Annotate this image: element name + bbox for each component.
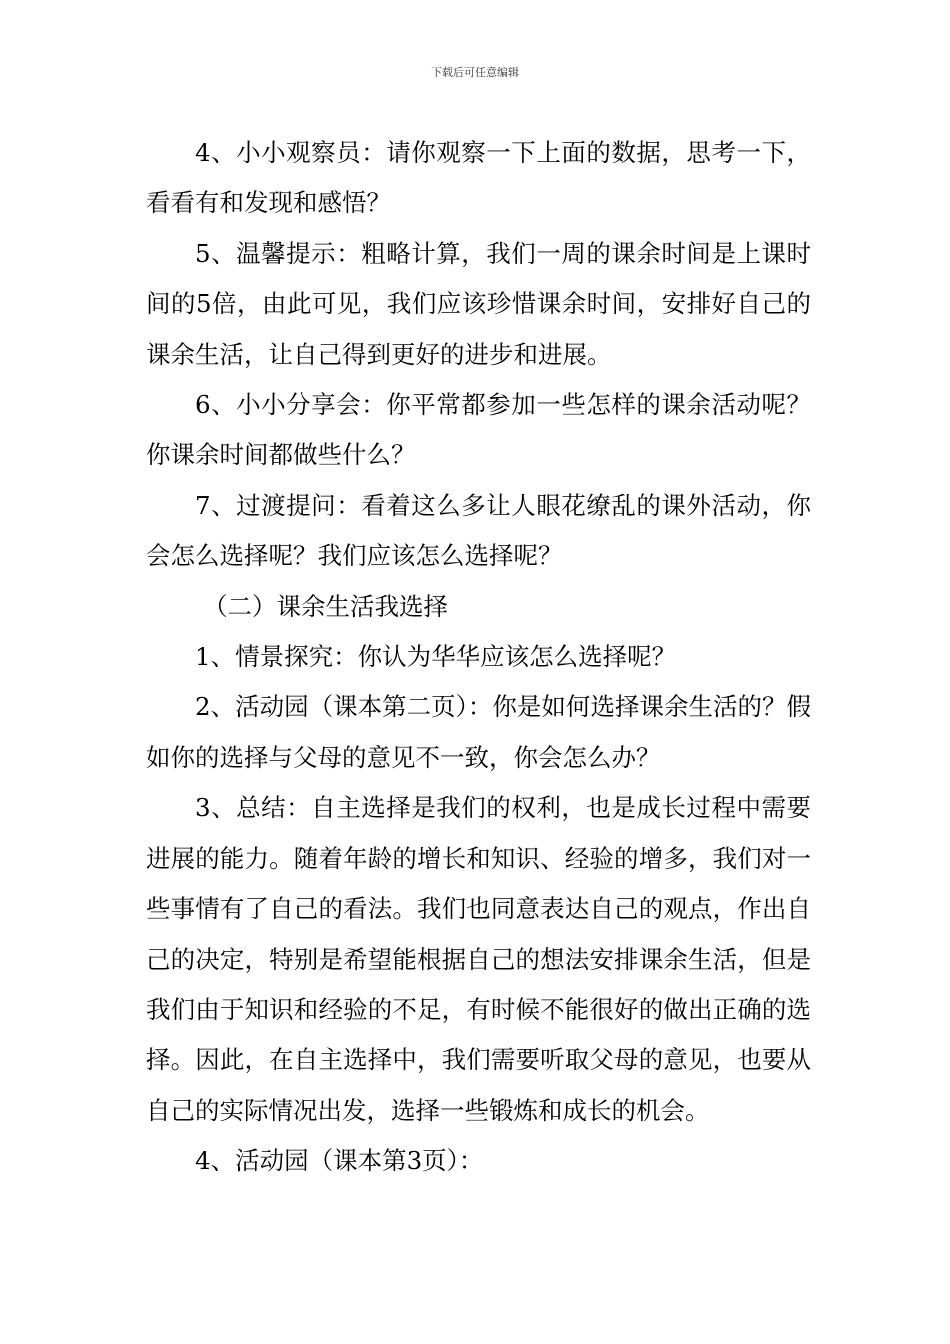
paragraph-transition-question: 7、过渡提问：看着这么多让人眼花缭乱的课外活动，你会怎么选择呢？我们应该怎么选择呢？ — [146, 490, 811, 571]
paragraph-sharing: 6、小小分享会：你平常都参加一些怎样的课余活动呢？你课余时间都做些什么？ — [146, 390, 811, 470]
document-body — [146, 128, 811, 1187]
section-heading: （二）课余生活我选择 — [203, 591, 448, 621]
paragraph-activity-page-2: 2、活动园（课本第二页）：你是如何选择课余生活的？假如你的选择与父母的意见不一致，你会怎么办？ — [146, 692, 811, 772]
paragraph-scenario: 1、情景探究：你认为华华应该怎么选择呢？ — [195, 642, 677, 672]
paragraph-activity-page-3: 4、活动园（课本第3页）： — [195, 1146, 484, 1176]
page-header: 下载后可任意编辑 — [431, 66, 519, 79]
paragraph-tip: 5、温馨提示：粗略计算，我们一周的课余时间是上课时间的5倍，由此可见，我们应该珍惜课余时间，安排好自己的课余生活，让自己得到更好的进步和进展。 — [146, 238, 811, 369]
paragraph-summary: 3、总结：自主选择是我们的权利，也是成长过程中需要进展的能力。随着年龄的增长和知识、经验的增多，我们对一些事情有了自己的看法。我们也同意表达自己的观点，作出自己的决定，特别是希望能根据自己的想法安排课余生活，但是我们由于知识和经验的不足，有时候不能很好的做出正确的选择。因此，在自主选择中，我们需要听取父母的意见，也要从自己的实际情况出发，选择一些锻炼和成长的机会。 — [146, 793, 811, 1125]
paragraph-observer: 4、小小观察员：请你观察一下上面的数据，思考一下，看看有和发现和感悟？ — [146, 138, 811, 218]
